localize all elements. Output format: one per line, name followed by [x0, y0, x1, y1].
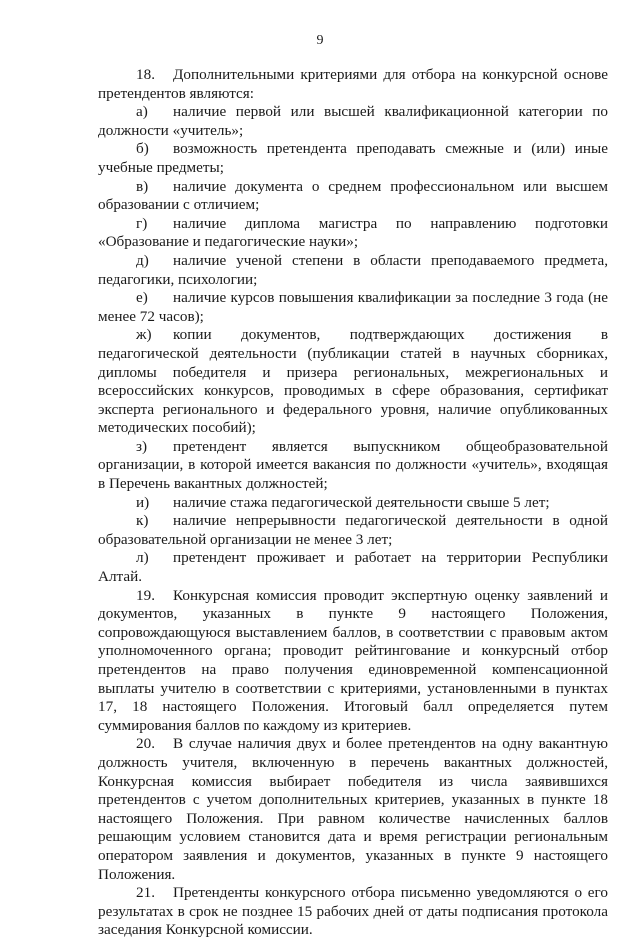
paragraph [98, 289, 608, 326]
paragraph-text: Дополнительными критериями для отбора на конкурсной основе претендентов являются: [98, 66, 608, 102]
paragraph-text: наличие стажа педагогической деятельности свыше 5 лет; [173, 493, 550, 511]
page-number: 9 [316, 33, 324, 48]
paragraph-text: наличие диплома магистра по направлению подготовки «Образование и педагогические науки»; [98, 214, 608, 251]
paragraph-text: Претенденты конкурсного отбора письменно уведомляются о его результатах в срок не позднее 15 рабочих дней от даты подписания протокола заседания Конкурсной комиссии. [98, 884, 608, 939]
paragraph-label: 18. [136, 66, 155, 83]
paragraph [98, 494, 608, 513]
paragraph-label: 21. [136, 884, 155, 902]
paragraph-text: претендент является выпускником общеобразовательной организации, в которой имеется вакансия по должности «учитель», входящая в Перечень вакантных должностей; [98, 437, 608, 493]
paragraph-label: г) [136, 214, 148, 232]
paragraph-label: з) [136, 437, 148, 455]
paragraph-text: копии документов, подтверждающих достижения в педагогической деятельности (публикации статей в научных сборниках, дипломы победителя и призера региональных, межрегиональных и всероссийских конкурсов, проводимых в сфере образования, сертификат эксперта регионального и федерального уровня, наличие опубликованных методических пособий); [98, 326, 608, 437]
paragraph-text: наличие ученой степени в области преподаваемого предмета, педагогики, психологии; [98, 251, 608, 288]
paragraph-label: в) [136, 177, 149, 195]
paragraph [98, 178, 608, 215]
paragraph-label: 20. [136, 735, 155, 753]
paragraph-label: д) [136, 251, 149, 269]
paragraph-text: наличие курсов повышения квалификации за последние 3 года (не менее 72 часов); [98, 289, 608, 325]
paragraph-text: Конкурсная комиссия проводит экспертную оценку заявлений и документов, указанных в пункте 9 настоящего Положения, сопровождающуюся выставлением баллов, в соответствии с правовым актом уполномоченного органа; проводит рейтингование и конкурсный отбор претендентов на право получения единовременной компенсационной выплаты учителю в соответствии с критериями, установленными в пунктах 17, 18 настоящего Положения. Итоговый балл определяется путем суммирования баллов по каждому из критериев. [98, 586, 608, 734]
paragraph-text: наличие непрерывности педагогической деятельности в одной образовательной организации не менее 3 лет; [98, 512, 608, 548]
paragraph [98, 512, 608, 549]
paragraph-label: а) [136, 103, 148, 121]
document-body [98, 66, 608, 940]
paragraph [98, 66, 608, 103]
paragraph-text: возможность претендента преподавать смежные и (или) иные учебные предметы; [98, 140, 608, 176]
paragraph-label: л) [136, 549, 149, 567]
paragraph [98, 215, 608, 252]
paragraph-label: и) [136, 493, 150, 511]
paragraph [98, 326, 608, 438]
paragraph-label: е) [136, 289, 148, 307]
paragraph-label: ж) [136, 326, 152, 344]
paragraph [98, 884, 608, 940]
paragraph-label: 19. [136, 586, 155, 604]
paragraph-text: наличие документа о среднем профессиональном или высшем образовании с отличием; [98, 177, 608, 214]
paragraph [98, 252, 608, 289]
paragraph [98, 549, 608, 586]
paragraph [98, 438, 608, 494]
paragraph [98, 735, 608, 884]
paragraph-label: б) [136, 140, 149, 158]
paragraph [98, 140, 608, 177]
paragraph-text: В случае наличия двух и более претендентов на одну вакантную должность учителя, включенную в перечень вакантных должностей, Конкурсная комиссия выбирает победителя из числа заявившихся претендентов с учетом дополнительных критериев, указанных в пункте 18 настоящего Положения. При равном количестве начисленных баллов решающим условием становится дата и время регистрации региональным оператором заявления и документов, указанных в пункте 9 настоящего Положения. [98, 735, 608, 883]
paragraph [98, 587, 608, 736]
paragraph-label: к) [136, 512, 149, 530]
paragraph [98, 103, 608, 140]
paragraph-text: наличие первой или высшей квалификационной категории по должности «учитель»; [98, 103, 608, 139]
paragraph-text: претендент проживает и работает на территории Республики Алтай. [98, 549, 608, 586]
